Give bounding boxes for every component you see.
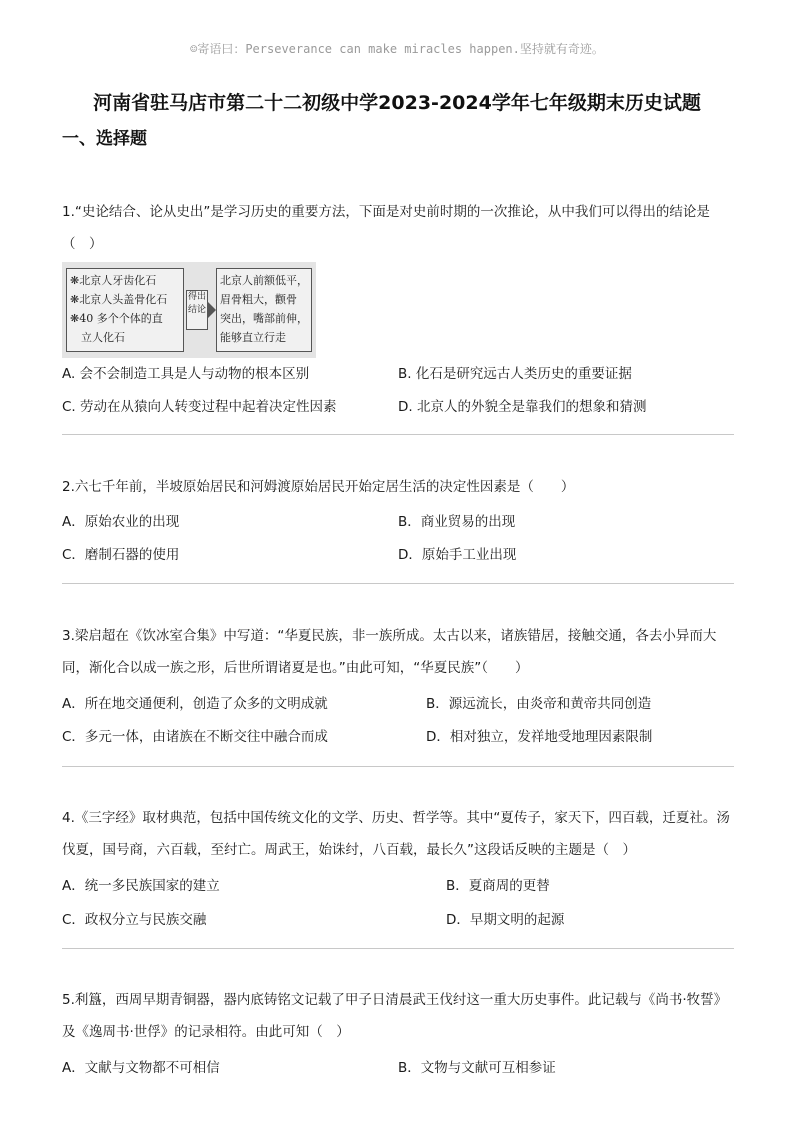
question-4 xyxy=(62,802,734,866)
evidence-line: ❋北京人牙齿化石 xyxy=(70,274,157,287)
divider xyxy=(62,434,734,435)
question-5 xyxy=(62,984,734,1048)
question-1 xyxy=(62,196,734,358)
conclusion-line: 突出，嘴部前伸， xyxy=(220,312,308,325)
option-b[interactable]: B．夏商周的更替 xyxy=(446,878,550,894)
conclusion-box xyxy=(216,268,312,352)
option-d[interactable]: D．原始手工业出现 xyxy=(398,547,517,563)
evidence-line: ❋北京人头盖骨化石 xyxy=(70,293,168,306)
question-3 xyxy=(62,620,734,684)
option-c[interactable]: C．政权分立与民族交融 xyxy=(62,912,207,928)
question-2-stem: 2.六七千年前，半坡原始居民和河姆渡原始居民开始定居生活的决定性因素是（ ） xyxy=(62,479,575,495)
conclusion-arrow xyxy=(186,290,208,330)
option-d[interactable]: D．早期文明的起源 xyxy=(446,912,565,928)
conclusion-line: 能够直立行走 xyxy=(220,331,286,344)
exam-title: 河南省驻马店市第二十二初级中学2023-2024学年七年级期末历史试题 xyxy=(93,92,701,114)
fossil-evidence-box xyxy=(66,268,184,352)
option-c[interactable]: C．多元一体，由诸族在不断交往中融合而成 xyxy=(62,729,328,745)
option-d[interactable]: D. 北京人的外貌全是靠我们的想象和猜测 xyxy=(398,399,647,415)
divider xyxy=(62,948,734,949)
option-b[interactable]: B．源远流长，由炎帝和黄帝共同创造 xyxy=(426,696,652,712)
section-heading: 一、选择题 xyxy=(62,129,147,149)
question-5-stem: 5.利簋，西周早期青铜器，器内底铸铭文记载了甲子日清晨武王伐纣这一重大历史事件。此记载与《尚书·牧誓》及《逸周书·世俘》的记录相符。由此可知（ ） xyxy=(62,992,728,1040)
conclusion-line: 眉骨粗大，颧骨 xyxy=(220,293,297,306)
question-3-stem: 3.梁启超在《饮冰室合集》中写道：“华夏民族，非一族所成。太古以来，诸族错居，接触交通，各去小异而大同，渐化合以成一族之形，后世所谓诸夏是也。”由此可知，“华夏民族”（ ） xyxy=(62,628,717,676)
divider xyxy=(62,766,734,767)
option-b[interactable]: B．文物与文献可互相参证 xyxy=(398,1060,556,1076)
option-a[interactable]: A．所在地交通便利，创造了众多的文明成就 xyxy=(62,696,328,712)
option-a[interactable]: A．文献与文物都不可相信 xyxy=(62,1060,220,1076)
option-a[interactable]: A．原始农业的出现 xyxy=(62,514,180,530)
arrow-right-icon xyxy=(208,302,216,318)
question-4-stem: 4.《三字经》取材典范，包括中国传统文化的文学、历史、哲学等。其中“夏传子，家天下，四百载，迁夏社。汤伐夏，国号商，六百载，至纣亡。周武王，始诛纣，八百载，最长久”这段话反映的主题是（ ） xyxy=(62,810,730,858)
arrow-label: 结论 xyxy=(187,305,206,315)
evidence-line: ❋40 多个个体的直 xyxy=(70,312,163,325)
conclusion-line: 北京人前额低平， xyxy=(220,274,308,287)
evidence-line: 立人化石 xyxy=(70,331,125,344)
option-b[interactable]: B. 化石是研究远古人类历史的重要证据 xyxy=(398,366,632,382)
option-d[interactable]: D．相对独立，发祥地受地理因素限制 xyxy=(426,729,653,745)
option-c[interactable]: C．磨制石器的使用 xyxy=(62,547,180,563)
option-a[interactable]: A．统一多民族国家的建立 xyxy=(62,878,220,894)
motto-text: ☺寄语曰：Perseverance can make miracles happen.坚持就有奇迹。 xyxy=(190,42,604,56)
question-1-stem: 1.“史论结合、论从史出”是学习历史的重要方法，下面是对史前时期的一次推论，从中我们可以得出的结论是（ ） xyxy=(62,204,710,252)
arrow-label: 得出 xyxy=(187,292,206,302)
divider xyxy=(62,583,734,584)
option-c[interactable]: C. 劳动在从猿向人转变过程中起着决定性因素 xyxy=(62,399,337,415)
option-a[interactable]: A. 会不会制造工具是人与动物的根本区别 xyxy=(62,366,310,382)
question-2 xyxy=(62,471,734,503)
question-1-figure xyxy=(62,262,316,358)
option-b[interactable]: B．商业贸易的出现 xyxy=(398,514,516,530)
